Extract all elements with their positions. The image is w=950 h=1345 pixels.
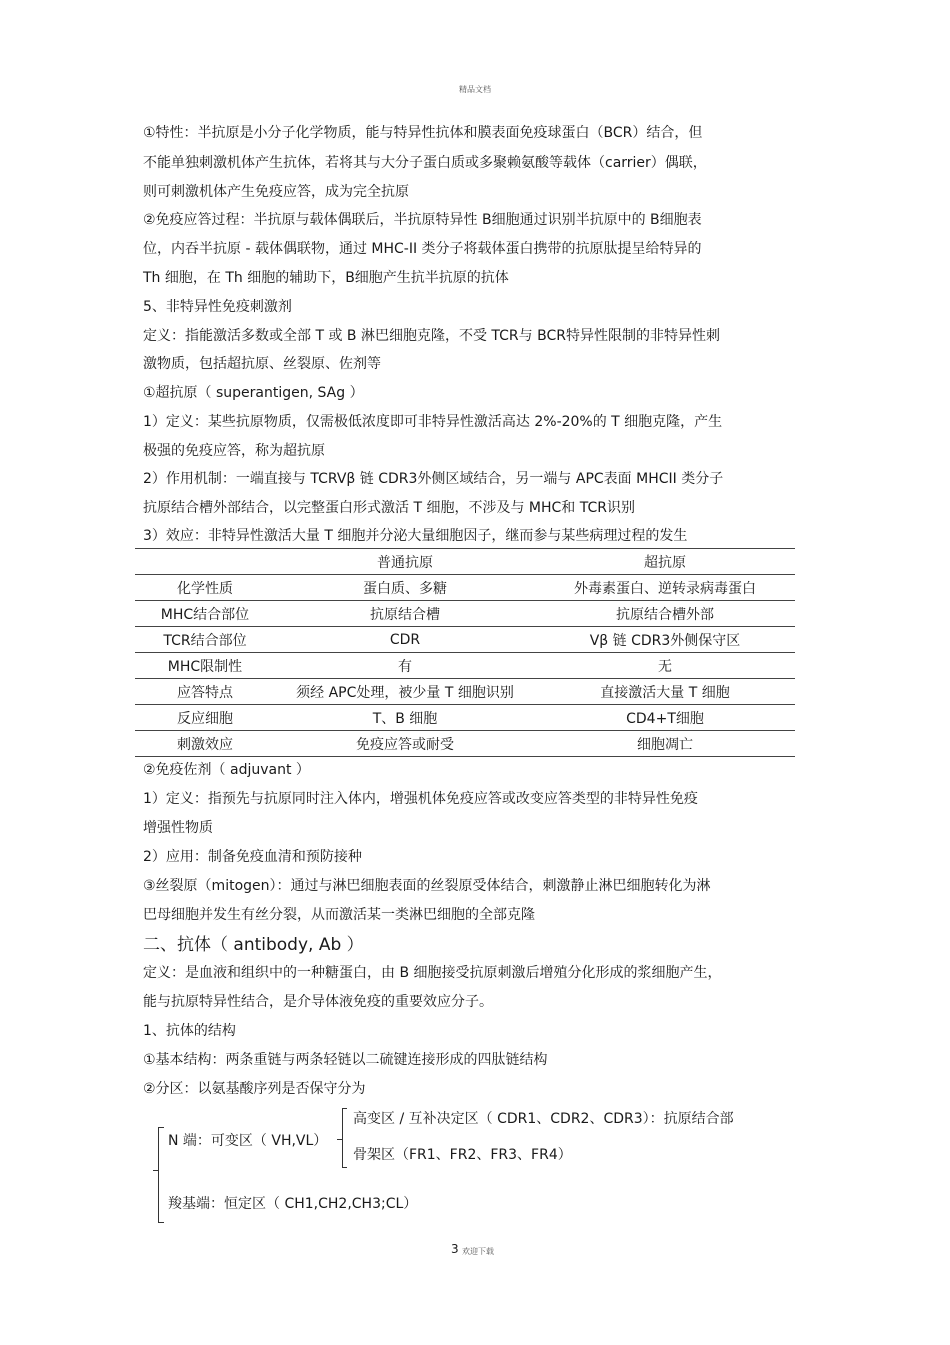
text-line: 能与抗原特异性结合，是介导体液免疫的重要效应分子。 (143, 994, 493, 1010)
comparison-table (135, 548, 795, 757)
text-line: 定义：指能激活多数或全部 T 或 B 淋巴细胞克隆，不受 TCR与 BCR特异性限制的非特异性刺 (143, 328, 720, 344)
text-line: ②免疫应答过程：半抗原与载体偶联后，半抗原特异性 B细胞通过识别半抗原中的 B细胞表 (143, 212, 702, 228)
framework-region-label: 骨架区（FR1、FR2、FR3、FR4） (353, 1147, 572, 1163)
table-row (135, 705, 795, 731)
table-cell: TCR结合部位 (135, 627, 275, 653)
table-cell: 有 (275, 653, 535, 679)
table-header-cell (135, 549, 275, 575)
text-line: 3）效应：非特异性激活大量 T 细胞并分泌大量细胞因子，继而参与某些病理过程的发生 (143, 528, 688, 544)
text-line: 则可刺激机体产生免疫应答，成为完全抗原 (143, 184, 409, 200)
text-line: ②免疫佐剂（ adjuvant ） (143, 762, 310, 778)
page-header: 精品文档 (459, 85, 491, 94)
table-cell: 细胞凋亡 (535, 731, 795, 757)
text-line: ②分区：以氨基酸序列是否保守分为 (143, 1081, 366, 1097)
table-header-cell: 普通抗原 (275, 549, 535, 575)
text-line: ①特性：半抗原是小分子化学物质，能与特异性抗体和膜表面免疫球蛋白（BCR）结合，但 (143, 125, 703, 141)
table-cell: CDR (275, 627, 535, 653)
text-line: 不能单独刺激机体产生抗体，若将其与大分子蛋白质或多聚赖氨酸等载体（carrier）偶联， (143, 155, 707, 171)
text-line: 极强的免疫应答，称为超抗原 (143, 443, 325, 459)
table-header-cell: 超抗原 (535, 549, 795, 575)
table-cell: 无 (535, 653, 795, 679)
table-cell: 反应细胞 (135, 705, 275, 731)
table-row (135, 575, 795, 601)
table-row (135, 653, 795, 679)
text-line: ①超抗原（ superantigen, SAg ） (143, 385, 364, 401)
text-line: 抗原结合槽外部结合，以完整蛋白形式激活 T 细胞，不涉及与 MHC和 TCR识别 (143, 500, 635, 516)
text-line: 1）定义：某些抗原物质，仅需极低浓度即可非特异性激活高达 2%-20%的 T 细胞克隆，产生 (143, 414, 723, 430)
table-row (135, 627, 795, 653)
table-row (135, 731, 795, 757)
hypervariable-region-label: 高变区 / 互补决定区（ CDR1、CDR2、CDR3）：抗原结合部 (353, 1111, 734, 1127)
footer-note: 欢迎下载 (462, 1247, 494, 1256)
table-cell: 应答特点 (135, 679, 275, 705)
table-cell: T、B 细胞 (275, 705, 535, 731)
table-cell: 化学性质 (135, 575, 275, 601)
c-terminus-label: 羧基端：恒定区（ CH1,CH2,CH3;CL） (168, 1196, 418, 1212)
text-line: 位，内吞半抗原 - 载体偶联物，通过 MHC-II 类分子将载体蛋白携带的抗原肽提呈给特异的 (143, 241, 702, 257)
table-header-row (135, 549, 795, 575)
text-line: ①基本结构：两条重链与两条轻链以二硫键连接形成的四肽链结构 (143, 1052, 548, 1068)
text-line: 1、抗体的结构 (143, 1023, 236, 1039)
table-cell: MHC限制性 (135, 653, 275, 679)
text-line: 5、非特异性免疫刺激剂 (143, 299, 292, 315)
section-title: 二、抗体（ antibody, Ab ） (143, 935, 364, 955)
table-cell: 抗原结合槽外部 (535, 601, 795, 627)
table-cell: Vβ 链 CDR3外侧保守区 (535, 627, 795, 653)
text-line: 2）应用：制备免疫血清和预防接种 (143, 849, 362, 865)
table-cell: 刺激效应 (135, 731, 275, 757)
text-line: 1）定义：指预先与抗原同时注入体内，增强机体免疫应答或改变应答类型的非特异性免疫 (143, 791, 698, 807)
table-cell: 须经 APC处理，被少量 T 细胞识别 (275, 679, 535, 705)
table-cell: 外毒素蛋白、逆转录病毒蛋白 (535, 575, 795, 601)
table-row (135, 679, 795, 705)
text-line: 增强性物质 (143, 820, 213, 836)
page-number: 3 (451, 1242, 459, 1256)
text-line: Th 细胞，在 Th 细胞的辅助下，B细胞产生抗半抗原的抗体 (143, 270, 509, 286)
text-line: 巴母细胞并发生有丝分裂，从而激活某一类淋巴细胞的全部克隆 (143, 907, 535, 923)
table-cell: 直接激活大量 T 细胞 (535, 679, 795, 705)
text-line: 2）作用机制：一端直接与 TCRVβ 链 CDR3外侧区域结合，另一端与 APC表面 MHCII 类分子 (143, 471, 724, 487)
table-cell: MHC结合部位 (135, 601, 275, 627)
table-cell: 蛋白质、多糖 (275, 575, 535, 601)
table-cell: 免疫应答或耐受 (275, 731, 535, 757)
table-cell: 抗原结合槽 (275, 601, 535, 627)
table-cell: CD4+T细胞 (535, 705, 795, 731)
text-line: 激物质，包括超抗原、丝裂原、佐剂等 (143, 356, 381, 372)
n-terminus-label: N 端：可变区（ VH,VL） (168, 1133, 328, 1149)
table-row (135, 601, 795, 627)
text-line: 定义：是血液和组织中的一种糖蛋白，由 B 细胞接受抗原刺激后增殖分化形成的浆细胞产生， (143, 965, 722, 981)
text-line: ③丝裂原（mitogen）：通过与淋巴细胞表面的丝裂原受体结合，刺激静止淋巴细胞转化为淋 (143, 878, 711, 894)
